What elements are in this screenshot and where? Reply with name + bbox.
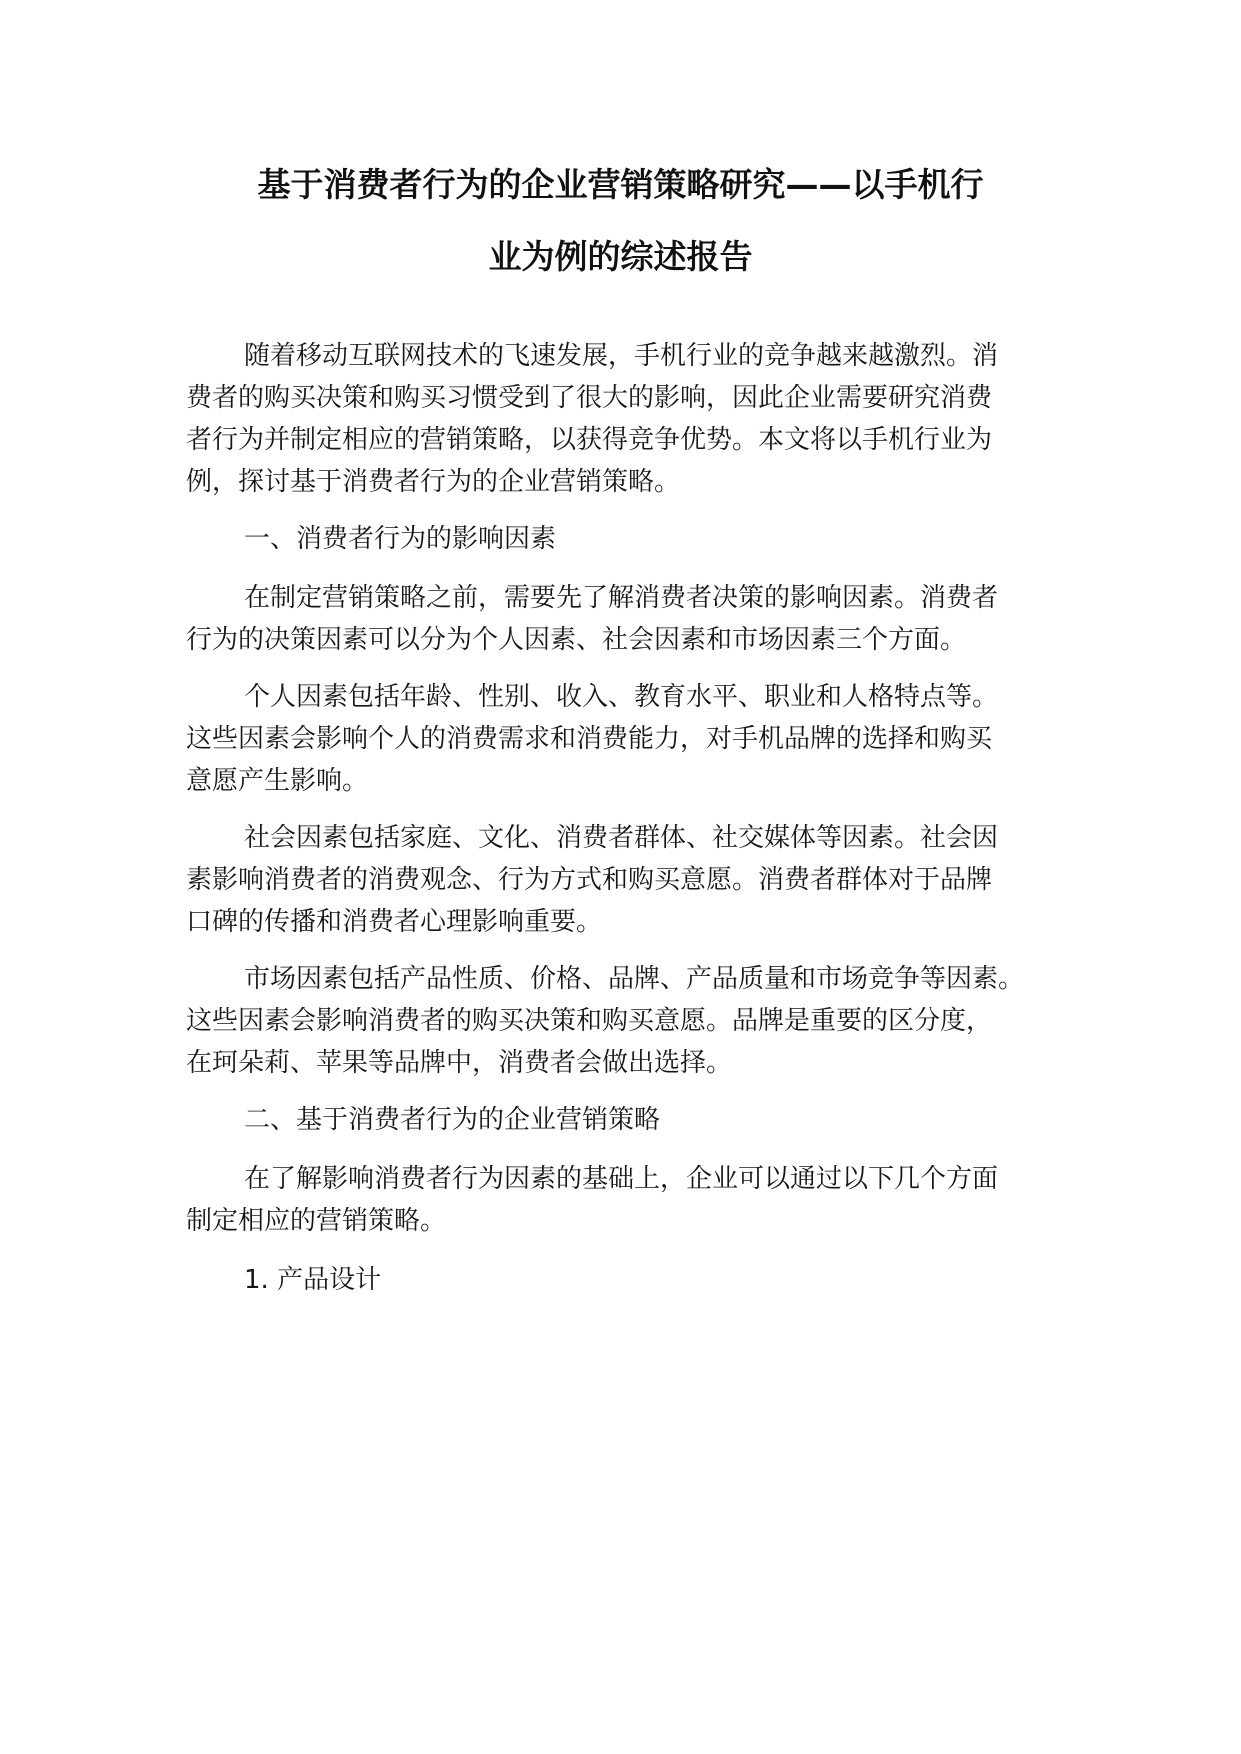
paragraph-factors-intro-line: 行为的决策因素可以分为个人因素、社会因素和市场因素三个方面。 (186, 625, 967, 655)
paragraph-social-factors-line: 素影响消费者的消费观念、行为方式和购买意愿。消费者群体对于品牌 (186, 865, 993, 895)
document-title-line-1: 基于消费者行为的企业营销策略研究——以手机行 (257, 165, 984, 204)
section-heading-2: 二、基于消费者行为的企业营销策略 (244, 1105, 661, 1135)
paragraph-social-factors-line: 社会因素包括家庭、文化、消费者群体、社交媒体等因素。社会因 (244, 823, 999, 853)
section-heading-1: 一、消费者行为的影响因素 (244, 524, 557, 554)
paragraph-intro-line: 例，探讨基于消费者行为的企业营销策略。 (186, 467, 681, 497)
paragraph-strategy-intro-line: 在了解影响消费者行为因素的基础上，企业可以通过以下几个方面 (244, 1164, 999, 1194)
paragraph-strategy-intro-line: 制定相应的营销策略。 (186, 1206, 447, 1236)
paragraph-intro-line: 随着移动互联网技术的飞速发展，手机行业的竞争越来越激烈。消 (244, 341, 999, 371)
document-title-line-2: 业为例的综述报告 (488, 237, 753, 276)
paragraph-personal-factors-line: 意愿产生影响。 (186, 766, 369, 796)
paragraph-market-factors-line: 市场因素包括产品性质、价格、品牌、产品质量和市场竞争等因素。 (244, 964, 1025, 994)
paragraph-intro-line: 费者的购买决策和购买习惯受到了很大的影响，因此企业需要研究消费 (186, 383, 993, 413)
subsection-heading-product-design: 1. 产品设计 (244, 1265, 382, 1295)
paragraph-intro-line: 者行为并制定相应的营销策略，以获得竞争优势。本文将以手机行业为 (186, 425, 993, 455)
paragraph-social-factors-line: 口碑的传播和消费者心理影响重要。 (186, 907, 603, 937)
paragraph-market-factors-line: 在珂朵莉、苹果等品牌中，消费者会做出选择。 (186, 1048, 733, 1078)
paragraph-factors-intro-line: 在制定营销策略之前，需要先了解消费者决策的影响因素。消费者 (244, 583, 999, 613)
paragraph-personal-factors-line: 这些因素会影响个人的消费需求和消费能力，对手机品牌的选择和购买 (186, 724, 993, 754)
paragraph-personal-factors-line: 个人因素包括年龄、性别、收入、教育水平、职业和人格特点等。 (244, 682, 999, 712)
paragraph-market-factors-line: 这些因素会影响消费者的购买决策和购买意愿。品牌是重要的区分度， (186, 1006, 993, 1036)
